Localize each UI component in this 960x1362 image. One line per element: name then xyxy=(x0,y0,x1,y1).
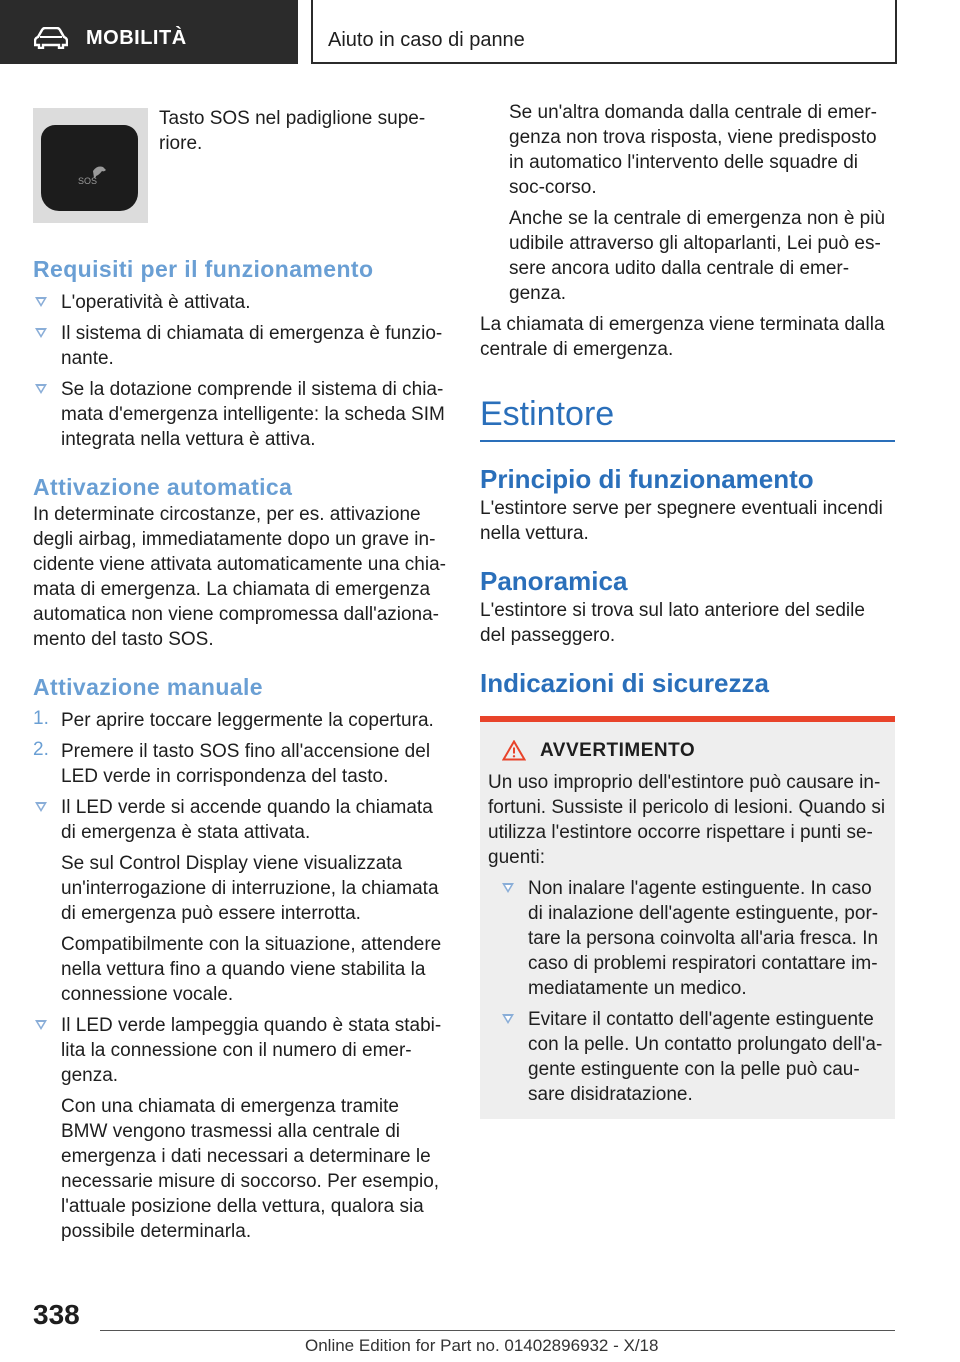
safety-heading: Indicazioni di sicurezza xyxy=(480,667,769,698)
overview-heading: Panoramica xyxy=(480,565,628,596)
auto-activation-heading: Attivazione automatica xyxy=(33,474,293,500)
right-column xyxy=(480,100,895,1119)
list-item: Il sistema di chiamata di emergenza è funzio-nante. xyxy=(33,321,447,371)
car-icon xyxy=(34,27,68,49)
requirements-list xyxy=(33,290,447,452)
chapter-label: Aiuto in caso di panne xyxy=(328,29,525,51)
continued-text: Se un'altra domanda dalla centrale di emer-genza non trova risposta, viene predisposto in automatico l'intervento delle squadre di soc-corso. xyxy=(509,102,878,198)
bullet-triangle-icon xyxy=(35,1020,47,1030)
principle-text: L'estintore serve per spegnere eventuali incendi nella vettura. xyxy=(480,497,883,544)
warning-title: AVVERTIMENTO xyxy=(488,740,887,762)
list-item: Il LED verde lampeggia quando è stata stabi-lita la connessione con il numero di emer-genza. Con una chiamata di emergenza tramite BMW vengono trasmessi alla centrale di emergenza i dati necessari a determinare le necessarie misure di soccorso. Per esempio, l'attuale posizione della vettura, qualora sia possibile determinarla. xyxy=(33,1013,447,1244)
bullet-triangle-icon xyxy=(35,384,47,394)
bullet-triangle-icon xyxy=(35,328,47,338)
list-item: Se la dotazione comprende il sistema di chia-mata d'emergenza intelligente: la scheda SIM integrata nella vettura è attiva. xyxy=(33,377,447,452)
section-tab[interactable] xyxy=(0,0,298,64)
warning-text: Un uso improprio dell'estintore può causare in-fortuni. Sussiste il pericolo di lesioni. Quando si utilizza l'estintore occorre rispettare i punti se-guenti: xyxy=(488,771,886,868)
manual-steps xyxy=(33,708,447,1244)
manual-activation-heading: Attivazione manuale xyxy=(33,674,263,700)
sos-button-image xyxy=(33,108,148,223)
step-number: 1. xyxy=(33,708,49,729)
image-caption: Tasto SOS nel padiglione supe-riore. xyxy=(159,108,426,154)
bullet-triangle-icon xyxy=(35,297,47,307)
warning-list xyxy=(488,876,887,1107)
list-item: Non inalare l'agente estinguente. In caso di inalazione dell'agente estinguente, por-tare la persona coinvolta all'aria fresca. In caso di problemi respiratori contattare im-mediatamente un medico. xyxy=(488,876,887,1001)
left-column xyxy=(33,100,447,1244)
edition-text: Online Edition for Part no. 01402896932 - X/18 xyxy=(305,1336,659,1355)
chapter-tab[interactable] xyxy=(311,0,897,64)
sos-button-graphic xyxy=(41,125,138,211)
step-number: 2. xyxy=(33,739,49,760)
auto-activation-text: In determinate circostanze, per es. attivazione degli airbag, immediatamente dopo un grave in-cidente viene attivata automaticamente una chia-mata di emergenza. La chiamata di emergenza automatica non viene compromessa dall'aziona-mento del tasto SOS. xyxy=(33,504,446,650)
sos-button-text: SOS xyxy=(78,176,98,186)
warning-triangle-icon xyxy=(502,740,526,761)
bullet-triangle-icon xyxy=(502,883,514,893)
page-header xyxy=(0,0,960,66)
continued-text: Anche se la centrale di emergenza non è più udibile attraverso gli altoparlanti, Lei può es-sere ancora udito dalla centrale di emer-genza. xyxy=(509,208,886,304)
chapter-title: Estintore xyxy=(480,395,615,433)
section-label: MOBILITÀ xyxy=(86,27,187,49)
phone-icon xyxy=(41,125,138,211)
bullet-triangle-icon xyxy=(35,802,47,812)
list-item: L'operatività è attivata. xyxy=(33,290,447,315)
title-rule xyxy=(480,440,895,442)
end-call-text: La chiamata di emergenza viene terminata dalla centrale di emergenza. xyxy=(480,314,885,360)
requirements-heading: Requisiti per il funzionamento xyxy=(33,256,374,282)
warning-box xyxy=(480,716,895,1119)
page-number: 338 xyxy=(33,1299,80,1330)
overview-text: L'estintore si trova sul lato anteriore del sedile del passeggero. xyxy=(480,599,865,646)
sos-figure xyxy=(33,100,447,228)
bullet-triangle-icon xyxy=(502,1014,514,1024)
step-item: 2. Premere il tasto SOS fino all'accensione del LED verde in corrispondenza del tasto. xyxy=(33,739,431,787)
principle-heading: Principio di funzionamento xyxy=(480,463,814,494)
list-item: Evitare il contatto dell'agente estinguente con la pelle. Un contatto prolungato dell'a-gente estinguente con la pelle può cau-sare disidratazione. xyxy=(488,1007,887,1107)
footer-rule xyxy=(100,1330,895,1331)
step-item: 1. Per aprire toccare leggermente la copertura. xyxy=(33,708,434,731)
list-item: Il LED verde si accende quando la chiamata di emergenza è stata attivata. Se sul Control Display viene visualizzata un'interrogazione di interruzione, la chiamata di emergenza può essere interrotta. Compatibilmente con la situazione, attendere nella vettura fino a quando viene stabilita la connessione vocale. xyxy=(33,795,447,1007)
